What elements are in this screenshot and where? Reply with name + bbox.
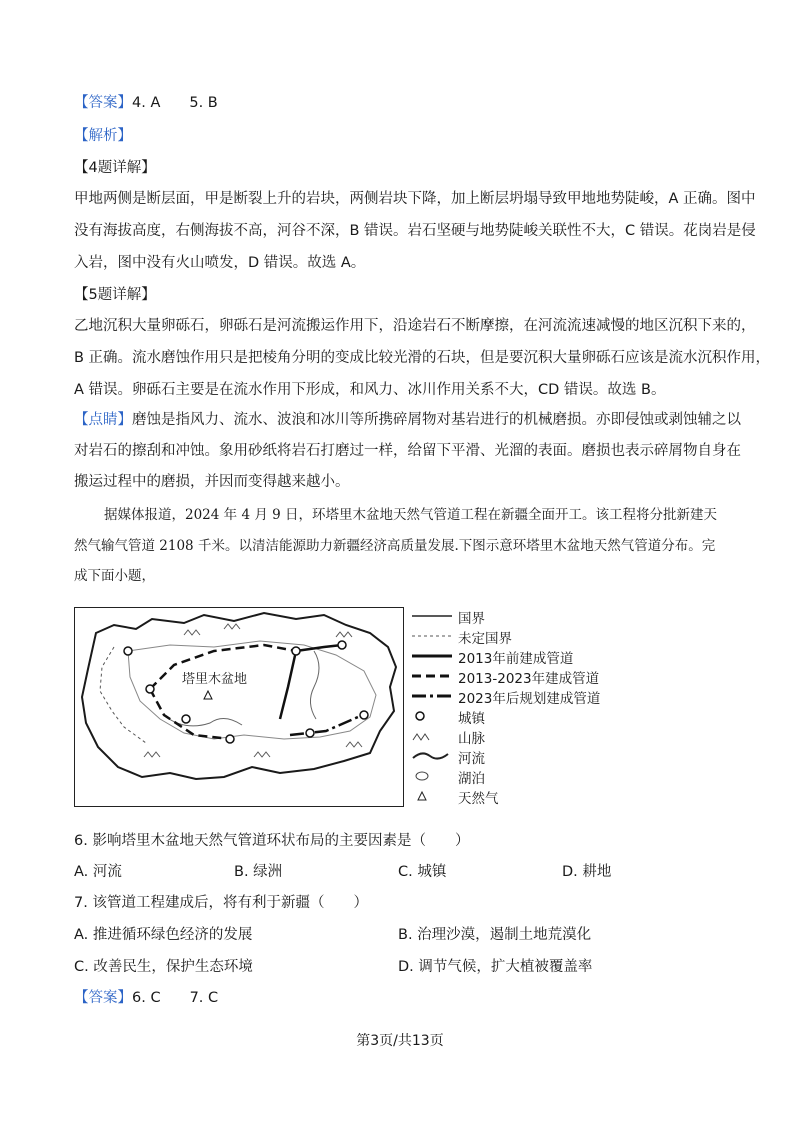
town-marker — [124, 647, 132, 655]
answer-tag: 【答案】 — [74, 95, 132, 111]
tip-line: 搬运过程中的磨损，并因而变得越来越小。 — [74, 474, 350, 490]
legend-label: 国界 — [458, 611, 485, 627]
town-marker — [182, 715, 190, 723]
legend-row — [410, 746, 640, 766]
pipeline-2013-2023-symbol — [410, 666, 454, 686]
tip-tag: 【点睛】 — [74, 412, 132, 428]
q7-stem: 7. 该管道工程建成后，将有利于新疆（ ） — [74, 895, 368, 911]
q4-line: 没有海拔高度，右侧海拔不高，河谷不深，B 错误。岩石坚硬与地势陡峻关联性不大，C 错误。花岗岩是侵 — [74, 223, 756, 239]
lake-icon — [410, 766, 454, 786]
intro-line: 然气输气管道 2108 千米。以清洁能源助力新疆经济高质量发展.下图示意环塔里木盆地天然气管道分布。完 — [74, 538, 716, 554]
answer-line-2 — [74, 988, 218, 1008]
legend-row — [410, 606, 640, 626]
map-frame — [75, 608, 404, 807]
legend-row — [410, 766, 640, 786]
q7-option-b: B. 治理沙漠，遏制土地荒漠化 — [398, 927, 592, 943]
answer-text: 6. C 7. C — [132, 990, 219, 1006]
analysis-tag: 【解析】 — [74, 128, 132, 144]
answer-tag: 【答案】 — [74, 990, 132, 1006]
legend-row — [410, 666, 640, 686]
legend-label: 2013年前建成管道 — [458, 651, 574, 667]
page-footer: 第3页/共13页 — [356, 1033, 444, 1049]
legend-row — [410, 706, 640, 726]
legend-label: 天然气 — [458, 791, 499, 807]
q5-line: B 正确。流水磨蚀作用只是把棱角分明的变成比较光滑的石块，但是要沉积大量卵砾石应该是流水沉积作用， — [74, 350, 771, 366]
q6-option-a: A. 河流 — [74, 864, 122, 880]
undetermined-border-symbol — [410, 626, 454, 646]
tip-text: 磨蚀是指风力、流水、波浪和冰川等所携碎屑物对基岩进行的机械磨损。亦即侵蚀或剥蚀辅之以 — [132, 412, 741, 428]
q5-line: A 错误。卵砾石主要是在流水作用下形成，和风力、冰川作用关系不大，CD 错误。故选 B。 — [74, 382, 666, 398]
town-marker — [146, 685, 154, 693]
town-marker — [338, 641, 346, 649]
legend-label: 湖泊 — [458, 771, 485, 787]
answer-text: 4. A 5. B — [132, 95, 218, 111]
tip-line: 对岩石的擦刮和冲蚀。象用砂纸将岩石打磨过一样，给留下平滑、光溜的表面。磨损也表示碎屑物自身在 — [74, 443, 741, 459]
q6-stem: 6. 影响塔里木盆地天然气管道环状布局的主要因素是（ ） — [74, 833, 470, 849]
legend-row — [410, 626, 640, 646]
q6-option-c: C. 城镇 — [398, 864, 447, 880]
tip-line-1 — [74, 410, 741, 430]
legend-row — [410, 686, 640, 706]
basin-label: 塔里木盆地 — [182, 672, 248, 687]
q7-option-a: A. 推进循环绿色经济的发展 — [74, 927, 253, 943]
legend-row — [410, 786, 640, 806]
pipeline-planned-symbol — [410, 686, 454, 706]
town-marker — [226, 735, 234, 743]
town-marker — [360, 711, 368, 719]
q5-line: 乙地沉积大量卵砾石，卵砾石是河流搬运作用下，沿途岩石不断摩擦，在河流流速减慢的地区沉积下来的， — [74, 318, 756, 334]
town-marker — [292, 647, 300, 655]
map-legend — [410, 606, 640, 806]
q6-option-d: D. 耕地 — [562, 864, 612, 880]
q5-header: 【5题详解】 — [74, 287, 156, 303]
legend-row — [410, 726, 640, 746]
national-border-symbol — [410, 606, 454, 626]
q4-header: 【4题详解】 — [74, 160, 156, 176]
intro-line: 据媒体报道，2024 年 4 月 9 日，环塔里木盆地天然气管道工程在新疆全面开工。该工程将分批新建天 — [104, 507, 717, 523]
legend-label: 城镇 — [458, 711, 485, 727]
legend-label: 2013-2023年建成管道 — [458, 671, 600, 687]
q6-option-b: B. 绿洲 — [234, 864, 283, 880]
pipeline-pre-2013-symbol — [410, 646, 454, 666]
q7-option-d: D. 调节气候，扩大植被覆盖率 — [398, 959, 593, 975]
legend-label: 2023年后规划建成管道 — [458, 691, 601, 707]
legend-label: 未定国界 — [458, 631, 512, 647]
q7-option-c: C. 改善民生，保护生态环境 — [74, 959, 253, 975]
intro-line: 成下面小题， — [74, 568, 155, 584]
q4-line: 入岩，图中没有火山喷发，D 错误。故选 A。 — [74, 255, 366, 271]
legend-row — [410, 646, 640, 666]
q4-line: 甲地两侧是断层面，甲是断裂上升的岩块，两侧岩块下降，加上断层坍塌导致甲地地势陡峻，A 正确。图中 — [74, 191, 756, 207]
answer-line-1 — [74, 93, 218, 113]
natural-gas-icon — [410, 786, 454, 806]
river-icon — [410, 746, 454, 766]
legend-label: 河流 — [458, 751, 485, 767]
town-marker — [306, 729, 314, 737]
legend-label: 山脉 — [458, 731, 485, 747]
town-icon — [410, 706, 454, 726]
pipeline-map — [74, 607, 404, 807]
mountain-icon — [410, 726, 454, 746]
